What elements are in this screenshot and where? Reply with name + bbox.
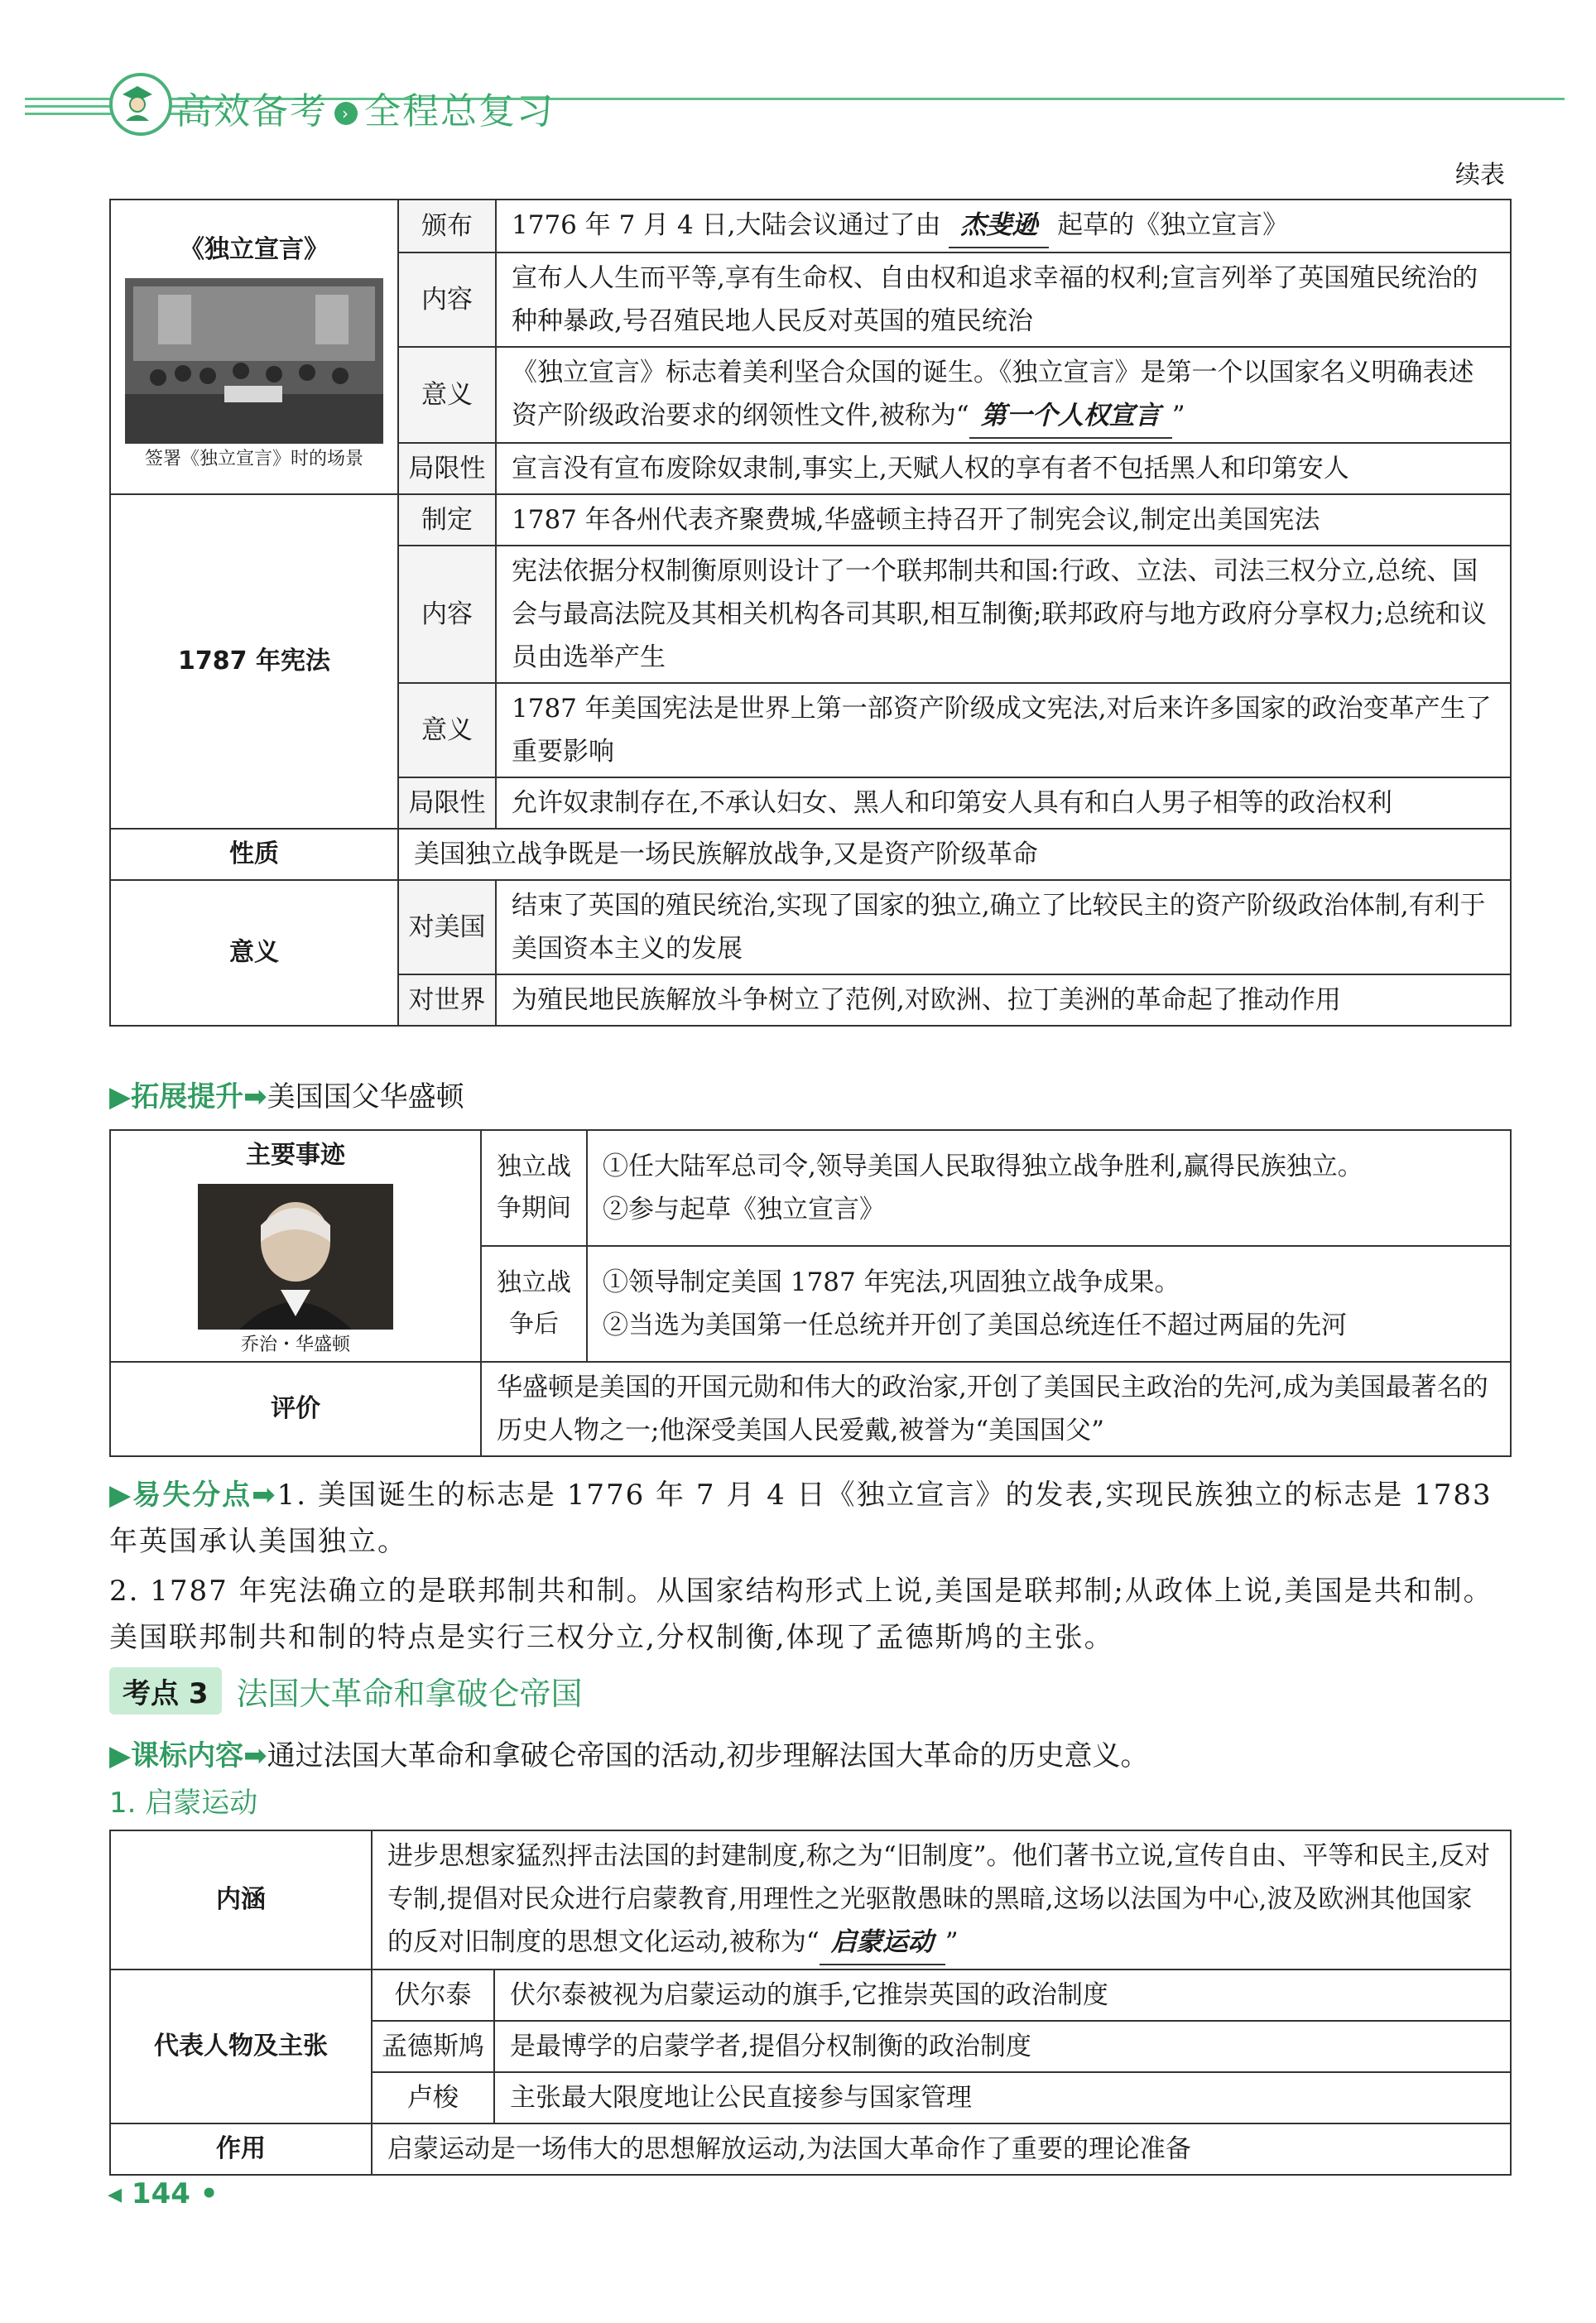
- decl-row-label: 局限性: [398, 443, 496, 494]
- portrait-caption: 乔治・华盛顿: [240, 1335, 350, 1355]
- connotation-label: 内涵: [110, 1830, 372, 1970]
- signing-painting-image: [125, 278, 383, 444]
- decl-row-label: 内容: [398, 252, 496, 347]
- decl-significance-text: [496, 347, 1511, 443]
- triangle-left-icon: ◂: [108, 2177, 132, 2210]
- decl-text-pre: 1776 年 7 月 4 日,大陆会议通过了由: [512, 210, 941, 240]
- mistakes-p1-text: 1. 美国诞生的标志是 1776 年 7 月 4 日《独立宣言》的发表,实现民族独立的标志是 1783 年英国承认美国独立。: [109, 1479, 1493, 1558]
- figure-text: 主张最大限度地让公民直接参与国家管理: [494, 2072, 1511, 2123]
- continued-label: 续表: [1455, 161, 1505, 190]
- nature-text: 美国独立战争既是一场民族解放战争,又是资产阶级革命: [398, 829, 1511, 880]
- page-number: [108, 2177, 218, 2210]
- const-significance-text: 1787 年美国宪法是世界上第一部资产阶级成文宪法,对后来许多国家的政治变革产生了重要影响: [496, 683, 1511, 777]
- connotation-pre: 进步思想家猛烈抨击法国的封建制度,称之为“旧制度”。他们著书立说,宣传自由、平等和民主,反对专制,提倡对民众进行启蒙教育,用理性之光驱散愚昧的黑暗,这场以法国为中心,波及欧洲其他国家的反对旧制度的思想文化运动,被称为“: [387, 1841, 1491, 1957]
- evaluation-label: 评价: [110, 1362, 481, 1456]
- enlightenment-table: [109, 1830, 1512, 2176]
- washington-table: [109, 1129, 1512, 1457]
- const-row-label: 局限性: [398, 777, 496, 829]
- decl-text-post: 起草的《独立宣言》: [1057, 210, 1289, 240]
- washington-portrait-image: [198, 1184, 393, 1330]
- figure-name: 孟德斯鸠: [372, 2021, 494, 2072]
- decl-promulgation-text: [496, 200, 1511, 252]
- post-war-item: ①领导制定美国 1787 年宪法,巩固独立战争成果。: [603, 1267, 1180, 1297]
- us-independence-table: [109, 199, 1512, 1027]
- declaration-cell: [110, 200, 398, 494]
- answer-handwritten: 杰斐逊: [949, 204, 1049, 248]
- role-text: 启蒙运动是一场伟大的思想解放运动,为法国大革命作了重要的理论准备: [372, 2123, 1511, 2175]
- page-number-value: 144: [131, 2177, 190, 2210]
- const-row-label: 内容: [398, 546, 496, 683]
- extend-text: 美国国父华盛顿: [267, 1080, 464, 1113]
- curriculum-text: 通过法国大革命和拿破仑帝国的活动,初步理解法国大革命的历史意义。: [267, 1739, 1149, 1772]
- answer-handwritten: 启蒙运动: [820, 1921, 945, 1965]
- post-war-label: 独立战争后: [481, 1246, 587, 1362]
- curriculum-line: [109, 1734, 1148, 1778]
- evaluation-text: 华盛顿是美国的开国元勋和伟大的政治家,开创了美国民主政治的先河,成为美国最著名的历史人物之一;他深受美国人民爱戴,被誉为“美国国父”: [481, 1362, 1511, 1456]
- war-period-items: [587, 1130, 1511, 1246]
- connotation-post: ”: [945, 1927, 959, 1957]
- const-enact-text: 1787 年各州代表齐聚费城,华盛顿主持召开了制宪会议,制定出美国宪法: [496, 494, 1511, 546]
- brand-right: 全程总复习: [364, 90, 555, 132]
- sig-us-label: 对美国: [398, 880, 496, 974]
- dot-icon: •: [190, 2177, 219, 2210]
- role-label: 作用: [110, 2123, 372, 2175]
- curriculum-tag: ▶课标内容➡: [109, 1739, 267, 1772]
- constitution-title: 1787 年宪法: [110, 494, 398, 829]
- painting-caption: 签署《独立宣言》时的场景: [144, 449, 363, 469]
- figure-text: 伏尔泰被视为启蒙运动的旗手,它推崇英国的政治制度: [494, 1970, 1511, 2021]
- decl-row-label: 颁布: [398, 200, 496, 252]
- arrow-right-icon: ›: [334, 102, 358, 125]
- mistakes-p2: 2. 1787 年宪法确立的是联邦制共和制。从国家结构形式上说,美国是联邦制;从政体上说,美国是共和制。美国联邦制共和制的特点是实行三权分立,分权制衡,体现了孟德斯鸠的主张。: [109, 1575, 1493, 1654]
- extend-tag: ▶拓展提升➡: [109, 1080, 267, 1113]
- war-item: ②参与起草《独立宣言》: [603, 1195, 885, 1224]
- sig-world-label: 对世界: [398, 974, 496, 1026]
- mistakes-tag: ▶易失分点➡: [109, 1479, 277, 1512]
- extend-heading: [109, 1075, 464, 1119]
- const-row-label: 制定: [398, 494, 496, 546]
- figure-text: 是最博学的启蒙学者,提倡分权制衡的政治制度: [494, 2021, 1511, 2072]
- sig-us-text: 结束了英国的殖民统治,实现了国家的独立,确立了比较民主的资产阶级政治体制,有利于美国资本主义的发展: [496, 880, 1511, 974]
- decl-limitation-text: 宣言没有宣布废除奴隶制,事实上,天赋人权的享有者不包括黑人和印第安人: [496, 443, 1511, 494]
- exam-point-heading: [109, 1666, 583, 1715]
- war-period-label: 独立战争期间: [481, 1130, 587, 1246]
- connotation-text: [372, 1830, 1511, 1970]
- declaration-title: 《独立宣言》: [180, 235, 329, 264]
- decl-content-text: 宣布人人生而平等,享有生命权、自由权和追求幸福的权利;宣言列举了英国殖民统治的种种暴政,号召殖民地人民反对英国的殖民统治: [496, 252, 1511, 347]
- exam-point-badge: 考点 3: [109, 1667, 222, 1715]
- brand-left: 高效备考: [175, 90, 328, 132]
- main-deeds-title: 主要事迹: [246, 1141, 345, 1170]
- scholar-logo-icon: [109, 73, 172, 136]
- sig-world-text: 为殖民地民族解放斗争树立了范例,对欧洲、拉丁美洲的革命起了推动作用: [496, 974, 1511, 1026]
- post-war-items: [587, 1246, 1511, 1362]
- decl-sig-post: ”: [1171, 401, 1185, 430]
- exam-point-title: 法国大革命和拿破仑帝国: [236, 1675, 583, 1712]
- answer-handwritten: 第一个人权宣言: [969, 394, 1172, 439]
- significance-label: 意义: [110, 880, 398, 1026]
- mistakes-p1: [109, 1472, 1508, 1565]
- post-war-item: ②当选为美国第一任总统并开创了美国总统连任不超过两届的先河: [603, 1311, 1347, 1340]
- figure-name: 伏尔泰: [372, 1970, 494, 2021]
- decl-sig-pre: 《独立宣言》标志着美利坚合众国的诞生。《独立宣言》是第一个以国家名义明确表述资产阶级政治要求的纲领性文件,被称为“: [512, 358, 1474, 430]
- nature-label: 性质: [110, 829, 398, 880]
- war-item: ①任大陆军总司令,领导美国人民取得独立战争胜利,赢得民族独立。: [603, 1152, 1363, 1181]
- main-deeds-cell: [110, 1130, 481, 1362]
- const-limitation-text: 允许奴隶制存在,不承认妇女、黑人和印第安人具有和白人男子相等的政治权利: [496, 777, 1511, 829]
- const-row-label: 意义: [398, 683, 496, 777]
- figure-name: 卢梭: [372, 2072, 494, 2123]
- brand-title: [175, 81, 555, 134]
- figures-label: 代表人物及主张: [110, 1970, 372, 2123]
- subsection-title: 1. 启蒙运动: [109, 1787, 258, 1820]
- const-content-text: 宪法依据分权制衡原则设计了一个联邦制共和国:行政、立法、司法三权分立,总统、国会与最高法院及其相关机构各司其职,相互制衡;联邦政府与地方政府分享权力;总统和议员由选举产生: [496, 546, 1511, 683]
- decl-row-label: 意义: [398, 347, 496, 443]
